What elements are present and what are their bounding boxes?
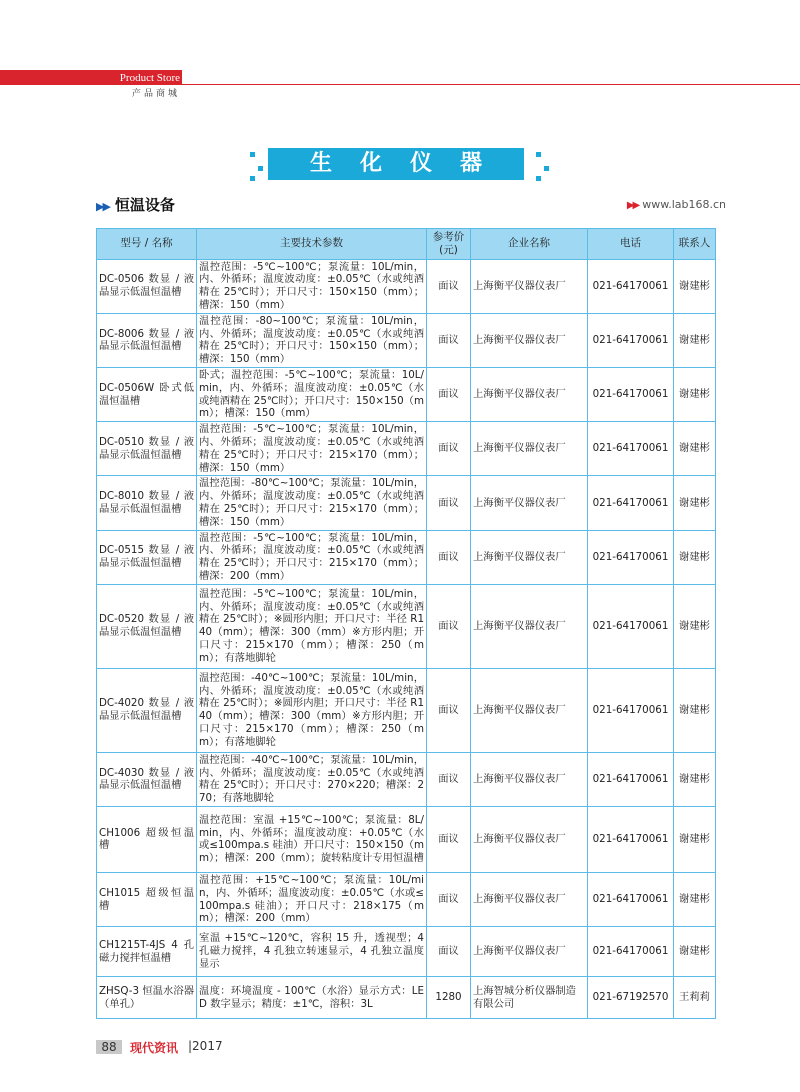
- cell-model: DC-4030 数显 / 液晶显示低温恒温槽: [97, 752, 197, 806]
- cell-price: 面议: [427, 927, 471, 977]
- cell-phone: 021-64170061: [588, 367, 674, 421]
- banner-square-decor: [258, 166, 263, 171]
- col-header-phone: 电话: [588, 229, 674, 260]
- cell-company: 上海衡平仪器仪表厂: [471, 668, 588, 752]
- cell-model: DC-0515 数显 / 液晶显示低温恒温槽: [97, 530, 197, 584]
- cell-phone: 021-64170061: [588, 752, 674, 806]
- cell-contact: 谢建彬: [674, 927, 716, 977]
- cell-model: DC-0510 数显 / 液晶显示低温恒温槽: [97, 422, 197, 476]
- page-number: 88: [96, 1040, 122, 1054]
- cell-price: 面议: [427, 259, 471, 313]
- cell-model: DC-0520 数显 / 液晶显示低温恒温槽: [97, 584, 197, 668]
- cell-spec: 温控范围：-5℃~100℃；泵流量：10L/min，内、外循环；温度波动度：±0.05℃（水或纯酒精在 25℃时）；开口尺寸：215×170（mm）；槽深：200（mm）: [197, 530, 427, 584]
- cell-spec: 温控范围：-5℃~100℃；泵流量：10L/min，内、外循环；温度波动度：±0.05℃（水或纯酒精在 25℃时）；开口尺寸：150×150（mm）；槽深：150（mm）: [197, 259, 427, 313]
- table-row: [97, 752, 716, 806]
- cell-contact: 谢建彬: [674, 872, 716, 926]
- website-link[interactable]: [627, 198, 726, 211]
- cell-contact: 谢建彬: [674, 530, 716, 584]
- year-text: 2017: [192, 1039, 223, 1053]
- banner-square-decor: [250, 176, 255, 181]
- cell-model: CH1215T-4JS 4 孔磁力搅拌恒温槽: [97, 927, 197, 977]
- cell-price: 面议: [427, 367, 471, 421]
- cell-phone: 021-64170061: [588, 806, 674, 872]
- table-row: [97, 313, 716, 367]
- cell-phone: 021-64170061: [588, 584, 674, 668]
- header-rule: [182, 84, 800, 85]
- cell-contact: 谢建彬: [674, 752, 716, 806]
- cell-price: 面议: [427, 422, 471, 476]
- cell-company: 上海衡平仪器仪表厂: [471, 752, 588, 806]
- cell-contact: 谢建彬: [674, 584, 716, 668]
- store-title-cn: 产品商城: [131, 89, 180, 99]
- cell-price: 1280: [427, 977, 471, 1019]
- table-row: [97, 530, 716, 584]
- col-header-contact: 联系人: [674, 229, 716, 260]
- col-header-spec: 主要技术参数: [197, 229, 427, 260]
- banner-square-decor: [536, 152, 541, 157]
- section-heading-text: 恒温设备: [114, 196, 175, 214]
- table-row: [97, 872, 716, 926]
- table-row: [97, 367, 716, 421]
- cell-model: DC-0506W 卧式低温恒温槽: [97, 367, 197, 421]
- cell-company: 上海衡平仪器仪表厂: [471, 584, 588, 668]
- cell-phone: 021-64170061: [588, 530, 674, 584]
- table-row: [97, 668, 716, 752]
- table-row: [97, 927, 716, 977]
- cell-company: 上海智城分析仪器制造有限公司: [471, 977, 588, 1019]
- cell-contact: 谢建彬: [674, 259, 716, 313]
- cell-price: 面议: [427, 584, 471, 668]
- cell-company: 上海衡平仪器仪表厂: [471, 476, 588, 530]
- cell-phone: 021-64170061: [588, 313, 674, 367]
- cell-model: DC-4020 数显 / 液晶显示低温恒温槽: [97, 668, 197, 752]
- cell-company: 上海衡平仪器仪表厂: [471, 806, 588, 872]
- col-header-model: 型号 / 名称: [97, 229, 197, 260]
- cell-phone: 021-64170061: [588, 259, 674, 313]
- cell-contact: 谢建彬: [674, 422, 716, 476]
- double-arrow-icon: ▶▶: [626, 200, 639, 211]
- cell-contact: 谢建彬: [674, 367, 716, 421]
- cell-phone: 021-67192570: [588, 977, 674, 1019]
- double-arrow-icon: ▶▶: [96, 200, 109, 213]
- cell-model: ZHSQ-3 恒温水浴器（单孔）: [97, 977, 197, 1019]
- cell-price: 面议: [427, 476, 471, 530]
- cell-model: DC-8006 数显 / 液晶显示低温恒温槽: [97, 313, 197, 367]
- table-row: [97, 476, 716, 530]
- store-title-en: Product Store: [119, 72, 180, 84]
- table-row: [97, 977, 716, 1019]
- cell-price: 面议: [427, 668, 471, 752]
- cell-contact: 谢建彬: [674, 476, 716, 530]
- cell-price: 面议: [427, 752, 471, 806]
- cell-phone: 021-64170061: [588, 668, 674, 752]
- cell-spec: 温控范围：-40℃~100℃；泵流量：10L/min，内、外循环；温度波动度：±0.05℃（水或纯酒精在 25℃时）；※圆形内胆；开口尺寸：半径 R140（mm）；槽深：300（mm）※方形内胆；开口尺寸：215×170（mm）；槽深：250（mm）；有落地脚轮: [197, 668, 427, 752]
- col-header-company: 企业名称: [471, 229, 588, 260]
- cell-phone: 021-64170061: [588, 872, 674, 926]
- cell-spec: 温控范围：室温 +15℃~100℃；泵流量：8L/min，内、外循环；温度波动度：+0.05℃（水或≤100mpa.s 硅油）开口尺寸：150×150（mm）；槽深：200（mm）；旋转粘度计专用恒温槽: [197, 806, 427, 872]
- cell-spec: 温控范围：-80~100℃；泵流量：10L/min，内、外循环；温度波动度：±0.05℃（水或纯酒精在 25℃时）；开口尺寸：150×150（mm）；槽深：150（mm）: [197, 313, 427, 367]
- table-row: [97, 422, 716, 476]
- cell-contact: 谢建彬: [674, 668, 716, 752]
- cell-spec: 温控范围：-40℃~100℃；泵流量：10L/min，内、外循环；温度波动度：±0.05℃（水或纯酒精在 25℃时）；开口尺寸：270×220；槽深：270；有落地脚轮: [197, 752, 427, 806]
- banner-square-decor: [536, 176, 541, 181]
- cell-spec: 温度：环境温度 - 100℃（水浴）显示方式：LED 数字显示；精度：±1℃，溶积：3L: [197, 977, 427, 1019]
- cell-company: 上海衡平仪器仪表厂: [471, 872, 588, 926]
- cell-company: 上海衡平仪器仪表厂: [471, 259, 588, 313]
- cell-price: 面议: [427, 872, 471, 926]
- cell-model: CH1015 超级恒温槽: [97, 872, 197, 926]
- col-header-price: 参考价(元): [427, 229, 471, 260]
- table-row: [97, 806, 716, 872]
- table-row: [97, 259, 716, 313]
- cell-contact: 谢建彬: [674, 313, 716, 367]
- cell-spec: 室温 +15℃~120℃，容积 15 升，透视型；4 孔磁力搅拌，4 孔独立转速显示，4 孔独立温度显示: [197, 927, 427, 977]
- cell-spec: 温控范围：-5℃~100℃；泵流量：10L/min，内、外循环；温度波动度：±0.05℃（水或纯酒精在 25℃时）；开口尺寸：215×170（mm）；槽深：150（mm）: [197, 422, 427, 476]
- table-row: [97, 584, 716, 668]
- cell-model: DC-8010 数显 / 液晶显示低温恒温槽: [97, 476, 197, 530]
- cell-model: CH1006 超级恒温槽: [97, 806, 197, 872]
- cell-company: 上海衡平仪器仪表厂: [471, 927, 588, 977]
- category-banner: 生化仪器: [268, 148, 524, 180]
- banner-square-decor: [544, 166, 549, 171]
- banner-square-decor: [250, 152, 255, 157]
- cell-spec: 温控范围：-80℃~100℃；泵流量：10L/min，内、外循环；温度波动度：±0.05℃（水或纯酒精在 25℃时）；开口尺寸：215×170（mm）；槽深：150（mm）: [197, 476, 427, 530]
- cell-contact: 谢建彬: [674, 806, 716, 872]
- cell-phone: 021-64170061: [588, 927, 674, 977]
- cell-price: 面议: [427, 806, 471, 872]
- cell-company: 上海衡平仪器仪表厂: [471, 313, 588, 367]
- magazine-year: |2017: [188, 1039, 223, 1053]
- cell-price: 面议: [427, 530, 471, 584]
- cell-spec: 卧式；温控范围：-5℃~100℃；泵流量：10L/min，内、外循环；温度波动度：±0.05℃（水或纯酒精在 25℃时）；开口尺寸：150×150（mm）；槽深：150（mm）: [197, 367, 427, 421]
- table-header-row: [97, 229, 716, 260]
- cell-model: DC-0506 数显 / 液晶显示低温恒温槽: [97, 259, 197, 313]
- cell-company: 上海衡平仪器仪表厂: [471, 367, 588, 421]
- website-text: www.lab168.cn: [642, 198, 726, 211]
- product-table: [96, 228, 716, 1019]
- cell-phone: 021-64170061: [588, 476, 674, 530]
- cell-spec: 温控范围：-5℃~100℃；泵流量：10L/min，内、外循环；温度波动度：±0.05℃（水或纯酒精在 25℃时）；※圆形内胆；开口尺寸：半径 R140（mm）；槽深：300（mm）※方形内胆；开口尺寸：215×170（mm）；槽深：250（mm）；有落地脚轮: [197, 584, 427, 668]
- section-tag: [0, 70, 182, 85]
- section-heading: [96, 194, 175, 215]
- cell-company: 上海衡平仪器仪表厂: [471, 422, 588, 476]
- cell-price: 面议: [427, 313, 471, 367]
- cell-spec: 温控范围：+15℃~100℃；泵流量：10L/min，内、外循环；温度波动度：±0.05℃（水或≤100mpa.s 硅油）；开口尺寸：218×175（mm）；槽深：200（mm）: [197, 872, 427, 926]
- cell-phone: 021-64170061: [588, 422, 674, 476]
- magazine-name: 现代资讯: [130, 1041, 179, 1055]
- cell-contact: 王莉莉: [674, 977, 716, 1019]
- cell-company: 上海衡平仪器仪表厂: [471, 530, 588, 584]
